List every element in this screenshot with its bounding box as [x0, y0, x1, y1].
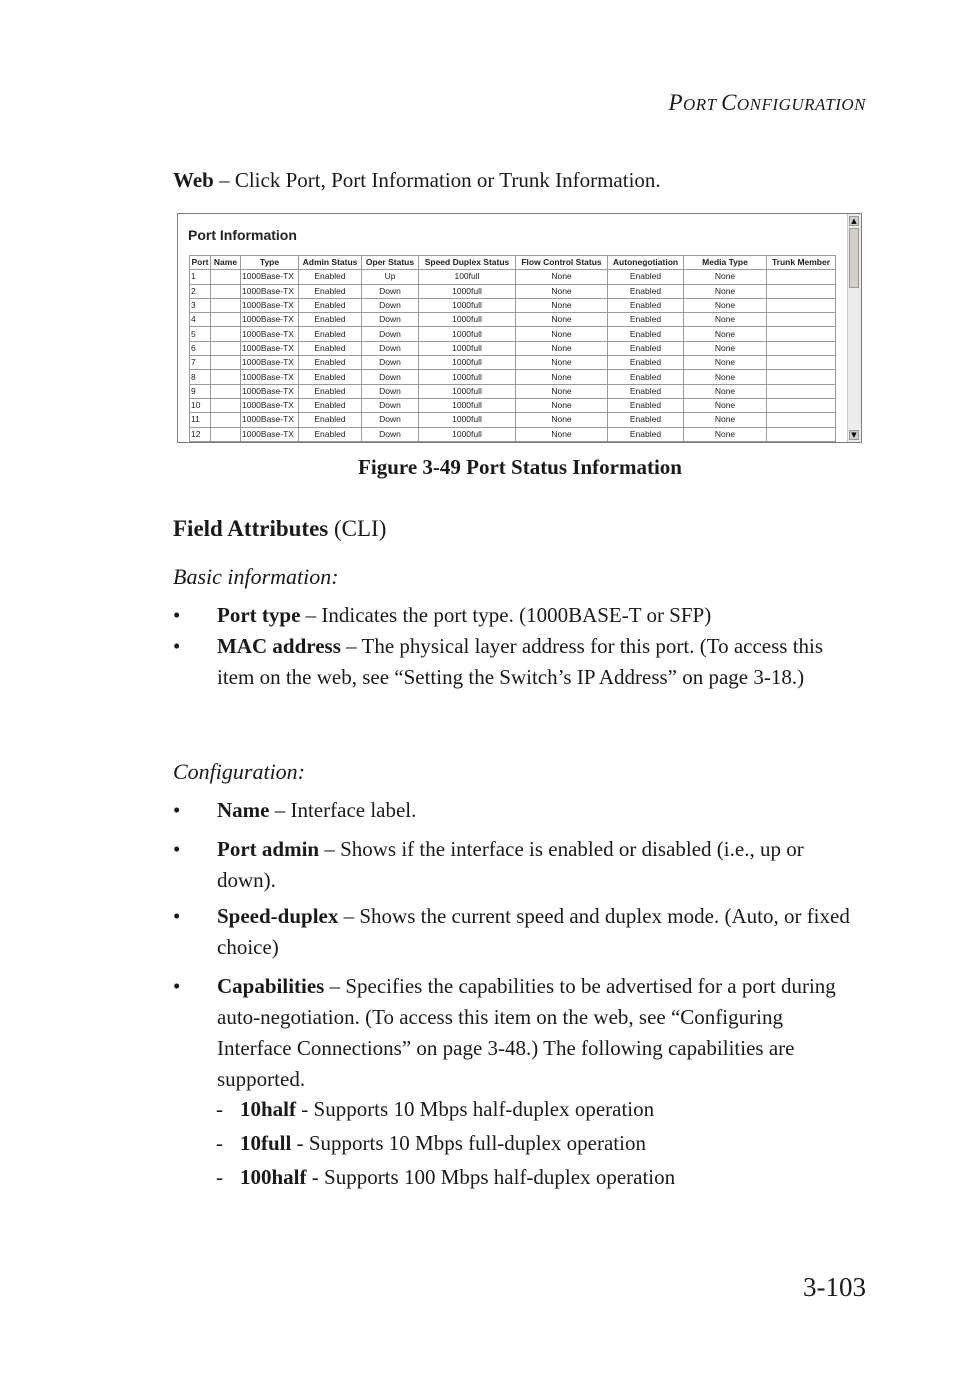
table-cell: 1000Base-TX [241, 384, 299, 398]
table-cell: None [684, 370, 767, 384]
table-cell [767, 413, 836, 427]
table-cell: Enabled [299, 413, 362, 427]
list-item-text: – Specifies the capabilities to be advertised for a port during auto-negotiation. (To access this item on the web, see “Configuring Interface Connections” on page 3-48.) The following capabilities are supported. [217, 974, 836, 1091]
table-row [190, 427, 836, 441]
table-cell: Enabled [299, 370, 362, 384]
section-heading-bold: Field Attributes [173, 516, 329, 541]
column-header: Type [241, 256, 299, 270]
table-cell: None [516, 370, 608, 384]
table-cell: None [516, 284, 608, 298]
table-cell: Down [362, 313, 419, 327]
table-cell: 1000full [419, 298, 516, 312]
table-cell: 10 [190, 398, 211, 412]
table-cell: Down [362, 427, 419, 441]
basic-information-subheading: Basic information: [173, 564, 339, 589]
table-cell: None [684, 341, 767, 355]
table-cell [767, 384, 836, 398]
table-cell: Enabled [299, 398, 362, 412]
table-cell: 1000full [419, 398, 516, 412]
page-number: 3-103 [803, 1272, 866, 1302]
intro-label: Web [173, 168, 214, 192]
bullet-marker: • [173, 904, 181, 928]
sub-list-item [216, 1097, 654, 1122]
screenshot-title: Port Information [188, 227, 297, 243]
table-cell: None [516, 398, 608, 412]
table-cell: Enabled [608, 370, 684, 384]
table-cell: 8 [190, 370, 211, 384]
sub-list-item-text: - Supports 10 Mbps half-duplex operation [296, 1097, 655, 1121]
table-cell: Enabled [608, 398, 684, 412]
running-header [668, 90, 866, 116]
scroll-up-arrow-icon[interactable]: ▲ [849, 216, 859, 226]
section-heading-rest: (CLI) [328, 516, 387, 541]
table-cell [211, 427, 241, 441]
table-cell: None [516, 341, 608, 355]
table-cell: Down [362, 341, 419, 355]
table-cell: None [516, 327, 608, 341]
list-item-term: Port admin [217, 837, 320, 861]
list-item-text: – Interface label. [269, 798, 417, 822]
table-cell: 1000Base-TX [241, 284, 299, 298]
sub-list-item [216, 1165, 675, 1190]
column-header: Name [211, 256, 241, 270]
table-cell: 1000Base-TX [241, 341, 299, 355]
table-cell [767, 356, 836, 370]
sub-list-item-term: 10half [240, 1097, 297, 1121]
table-row [190, 341, 836, 355]
sub-list-item-term: 10full [240, 1131, 292, 1155]
table-cell: 1000full [419, 284, 516, 298]
table-cell: None [684, 384, 767, 398]
table-cell: 1000full [419, 327, 516, 341]
column-header: Port [190, 256, 211, 270]
table-cell: Up [362, 270, 419, 284]
table-cell [767, 284, 836, 298]
table-cell: 100full [419, 270, 516, 284]
list-item-text: – Indicates the port type. (1000BASE-T or SFP) [300, 603, 712, 627]
column-header: Media Type [684, 256, 767, 270]
table-cell [211, 341, 241, 355]
intro-text: – Click Port, Port Information or Trunk Information. [213, 168, 661, 192]
table-row [190, 313, 836, 327]
table-cell [211, 370, 241, 384]
table-cell: Enabled [608, 327, 684, 341]
table-row [190, 298, 836, 312]
table-cell [767, 270, 836, 284]
table-cell: None [684, 313, 767, 327]
column-header: Flow Control Status [516, 256, 608, 270]
running-header-cap-p: P [668, 90, 683, 115]
table-cell: 5 [190, 327, 211, 341]
figure-caption: Figure 3-49 Port Status Information [358, 455, 682, 479]
table-cell: 1000Base-TX [241, 370, 299, 384]
table-cell: None [684, 413, 767, 427]
table-cell: 11 [190, 413, 211, 427]
table-cell: None [684, 284, 767, 298]
table-cell: 1000full [419, 427, 516, 441]
table-cell: None [516, 298, 608, 312]
port-information-screenshot [177, 213, 862, 443]
table-header-row [190, 256, 836, 270]
table-row [190, 270, 836, 284]
table-cell: Enabled [608, 427, 684, 441]
table-cell: 6 [190, 341, 211, 355]
table-cell: 1000Base-TX [241, 270, 299, 284]
list-item-term: Speed-duplex [217, 904, 339, 928]
table-cell: Enabled [299, 327, 362, 341]
table-cell: 1000full [419, 356, 516, 370]
table-cell: None [516, 427, 608, 441]
table-cell: Down [362, 284, 419, 298]
table-row [190, 370, 836, 384]
table-cell: None [684, 327, 767, 341]
sub-list-item-text: - Supports 10 Mbps full-duplex operation [291, 1131, 646, 1155]
scroll-down-arrow-icon[interactable]: ▼ [849, 430, 859, 440]
bullet-marker: • [173, 603, 181, 627]
table-cell: 1000Base-TX [241, 413, 299, 427]
column-header: Speed Duplex Status [419, 256, 516, 270]
table-cell: 1000full [419, 413, 516, 427]
list-item [173, 971, 873, 1095]
sub-list-item-term: 100half [240, 1165, 307, 1189]
list-item-term: Port type [217, 603, 301, 627]
table-cell: 1000full [419, 313, 516, 327]
table-row [190, 384, 836, 398]
list-item-text: – Shows if the interface is enabled or disabled (i.e., up or down). [217, 837, 804, 892]
dash-marker: - [216, 1097, 223, 1121]
dash-marker: - [216, 1131, 223, 1155]
table-cell [767, 298, 836, 312]
table-cell [211, 298, 241, 312]
bullet-marker: • [173, 974, 181, 998]
configuration-subheading: Configuration: [173, 759, 306, 784]
table-cell: Enabled [608, 413, 684, 427]
vertical-scrollbar[interactable] [847, 214, 861, 442]
table-cell: 1000Base-TX [241, 327, 299, 341]
list-item [173, 834, 873, 896]
list-item-term: MAC address [217, 634, 341, 658]
table-cell: 9 [190, 384, 211, 398]
table-cell: 1000Base-TX [241, 398, 299, 412]
list-item [173, 795, 873, 826]
list-item [173, 600, 873, 631]
table-cell: Enabled [299, 284, 362, 298]
table-cell [767, 370, 836, 384]
table-cell: None [516, 356, 608, 370]
table-cell: 1 [190, 270, 211, 284]
table-cell: 12 [190, 427, 211, 441]
scroll-thumb[interactable] [849, 228, 859, 288]
section-heading [173, 516, 386, 542]
table-cell [211, 313, 241, 327]
running-header-text-2: ONFIGURATION [736, 95, 866, 114]
table-cell: 1000full [419, 384, 516, 398]
table-cell: None [516, 413, 608, 427]
running-header-text-1: ORT [683, 95, 722, 114]
table-cell: Enabled [608, 270, 684, 284]
table-cell: Enabled [608, 284, 684, 298]
table-cell: Enabled [299, 313, 362, 327]
table-cell: None [684, 356, 767, 370]
table-cell: None [684, 398, 767, 412]
column-header: Autonegotiation [608, 256, 684, 270]
table-cell [767, 427, 836, 441]
table-cell: Down [362, 327, 419, 341]
table-cell [211, 413, 241, 427]
table-cell [767, 341, 836, 355]
table-row [190, 327, 836, 341]
table-row [190, 284, 836, 298]
table-cell: Enabled [608, 384, 684, 398]
table-cell: 4 [190, 313, 211, 327]
table-cell: 1000Base-TX [241, 298, 299, 312]
table-cell [211, 270, 241, 284]
table-cell: Enabled [299, 427, 362, 441]
list-item-term: Name [217, 798, 270, 822]
table-cell [767, 398, 836, 412]
table-cell: 1000full [419, 370, 516, 384]
table-cell: 2 [190, 284, 211, 298]
table-cell [211, 356, 241, 370]
column-header: Trunk Member [767, 256, 836, 270]
table-cell: 1000Base-TX [241, 356, 299, 370]
table-cell: Down [362, 384, 419, 398]
table-cell: None [684, 427, 767, 441]
table-cell [211, 284, 241, 298]
table-row [190, 356, 836, 370]
table-cell: Enabled [299, 356, 362, 370]
sub-list-item [216, 1131, 646, 1156]
column-header: Oper Status [362, 256, 419, 270]
dash-marker: - [216, 1165, 223, 1189]
table-cell [767, 327, 836, 341]
table-cell: Enabled [608, 313, 684, 327]
bullet-marker: • [173, 837, 181, 861]
table-cell: Enabled [299, 341, 362, 355]
table-cell: Down [362, 370, 419, 384]
table-cell: Enabled [608, 341, 684, 355]
table-cell: Down [362, 356, 419, 370]
table-cell: 3 [190, 298, 211, 312]
table-cell: None [684, 270, 767, 284]
table-cell: Enabled [299, 298, 362, 312]
list-item-text: – The physical layer address for this port. (To access this item on the web, see “Setting the Switch’s IP Address” on page 3-18.) [217, 634, 824, 689]
table-cell [211, 384, 241, 398]
list-item [173, 631, 863, 693]
list-item-term: Capabilities [217, 974, 325, 998]
table-cell: Down [362, 298, 419, 312]
column-header: Admin Status [299, 256, 362, 270]
table-cell: Enabled [299, 270, 362, 284]
table-cell: Down [362, 413, 419, 427]
bullet-marker: • [173, 798, 181, 822]
intro-paragraph [173, 168, 661, 193]
bullet-marker: • [173, 634, 181, 658]
sub-list-item-text: - Supports 100 Mbps half-duplex operation [306, 1165, 676, 1189]
list-item [173, 901, 873, 963]
table-cell: Down [362, 398, 419, 412]
table-cell: None [684, 298, 767, 312]
table-cell: 1000Base-TX [241, 427, 299, 441]
running-header-cap-c: C [721, 90, 737, 115]
table-row [190, 398, 836, 412]
table-cell: 7 [190, 356, 211, 370]
table-row [190, 413, 836, 427]
table-cell: None [516, 384, 608, 398]
table-cell: 1000Base-TX [241, 313, 299, 327]
table-cell [211, 398, 241, 412]
table-body [190, 270, 836, 442]
table-cell: None [516, 270, 608, 284]
table-cell: 1000full [419, 341, 516, 355]
table-cell [767, 313, 836, 327]
list-item-text: – Shows the current speed and duplex mode. (Auto, or fixed choice) [217, 904, 850, 959]
table-cell: Enabled [299, 384, 362, 398]
port-information-table [189, 255, 836, 442]
table-cell: Enabled [608, 356, 684, 370]
table-cell [211, 327, 241, 341]
table-cell: None [516, 313, 608, 327]
table-cell: Enabled [608, 298, 684, 312]
